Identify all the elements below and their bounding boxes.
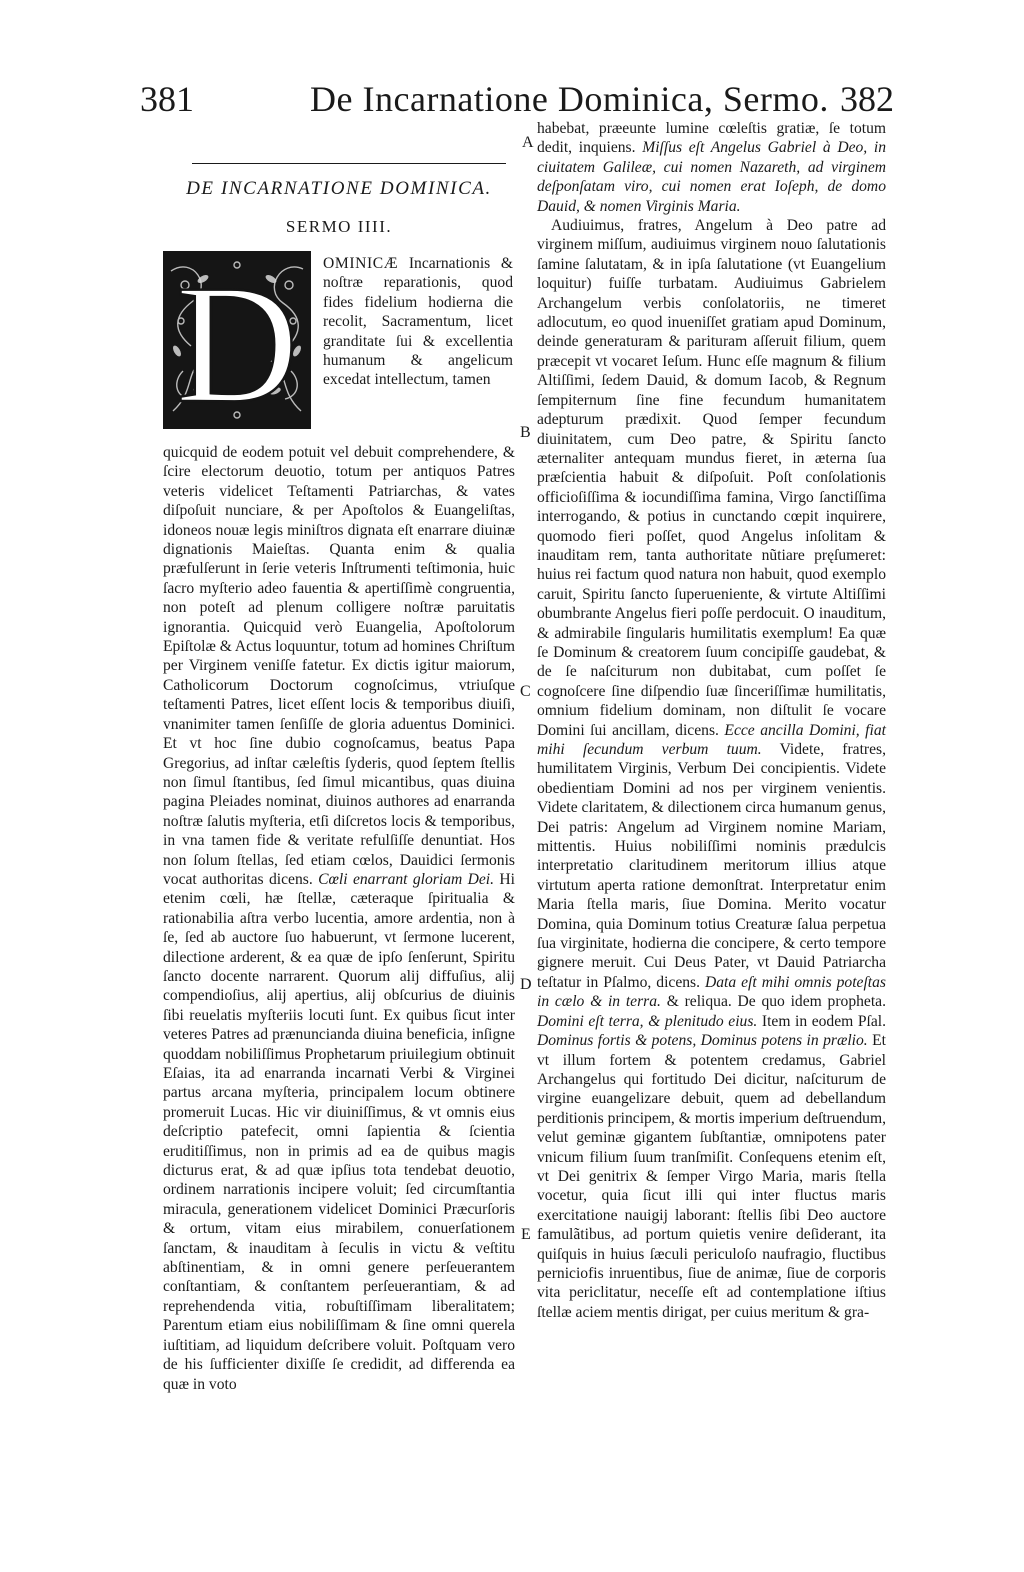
right-paragraph-1 (537, 119, 886, 216)
right-p1-text: habebat, præeunte lumine cœleſtis gratiæ, ſe totum dedit, inquiens. (537, 120, 886, 157)
right-column (537, 119, 886, 1322)
left-body (163, 443, 515, 1394)
right-p2-quote-2: Data eſt mihi omnis poteſtas in cælo & in terra. (537, 973, 886, 1011)
left-quote-psalm: Cœli enarrant gloriam Dei. (318, 870, 495, 888)
right-p2-text-a: Audiuimus, fratres, Angelum à Deo patre ad virginem miſſum, audiuimus virginem nouo ſalutationis ſamine ſalutatam, & in ipſa ſalutatione (vt Euangelium loquitur) fuiſſe turbatam. Audiuimus Gabrielem Archangelum verbis conſolatoriis, ne timeret adlocutum, eo quod inueniſſet gratiam apud Dominum, deinde generaturam & parituram aſſeruit filium, quem præcepit vt vocaret Ieſum. Hunc eſſe magnum & filium Altiſſimi, ſedem Dauid, & domum Iacob, & Regnum ſempiternum ſine fine fecundum humanitatem adepturum prædixit. Quod ſemper fecundum diuinitatem, cum Deo patre, & Spiritu ſancto æternaliter antequam mundus fieret, in æterna ſua præſcientia habuit & diſpoſuit. Poſt conſolationis officioſiſſima & iocundiſſima famina, Virgo ſanctiſſima interrogando, & potius in cunctando cœpit inquirere, quomodo fieri poſſet, quod Angelus inſolitam & inauditam rem, tanta authoritate nũtiare pręſumeret: huius rei factum quod natura non habuit, quod exemplo caruit, Spiritu ſancto ſuperueniente, & virtute Altiſſimi obumbrante Angelus fieri poſſe perdocuit. O inauditum, & admirabile ſingularis humilitatis exemplum! Ea quæ ſe Dominum & creatorem ſuum concipiſſe gaudebat, & de ſe naſciturum non dubitabat, cum poſſet ſe cognoſcere ſine diſpendio ſuæ ſinceriſſimæ humilitatis, omnium fidelium dominam, non diſtulit ſe vocare Domini ſui ancillam, dicens. (537, 217, 886, 739)
section-rule (192, 163, 506, 164)
page-number-right: 382 (840, 79, 894, 119)
margin-letter-b: B (520, 424, 531, 441)
intro-text: Incarnationis & noſtræ reparationis, quod fides fidelium hodierna die recolit, Sacramentum, licet granditate ſui & excellentia humanum & angelicum excedat intellectum, tamen (323, 255, 513, 389)
right-p2-quote-3: Domini eſt terra, & plenitudo eius. (537, 1012, 758, 1030)
intro-paragraph (323, 254, 513, 390)
right-paragraph-2 (537, 216, 886, 1322)
page-number-left: 381 (140, 79, 194, 119)
right-p2-text-c: & reliqua. De quo idem propheta. (666, 993, 886, 1011)
right-p2-text-d: Item in eodem Pſal. (761, 1012, 886, 1030)
left-body-text: quicquid de eodem potuit vel debuit comprehendere, & ſcire electorum deuotio, totum per antiquos Patres veteris videlicet Teſtamenti Patriarchas, & vates diſpoſuit nunciare, & per Apoſtolos & Euangeliſtas, idoneos nouæ legis miniſtros dignata eſt enarrare diuinæ dignationis Maieſtas. Quanta enim & qualia præfulſerunt in ſerie veteris Inſtrumenti teſtimonia, huic ſacro myſterio adeo fauentia & apertiſſimè congruentia, non poteſt ad plenum colligere noſtræ paruitatis ignorantia. Quicquid verò Euangelia, Apoſtolorum Epiſtolæ & Actus loquuntur, totum ad homines Chriſtum per Virginem veniſſe fatetur. Ex dictis igitur maiorum, Catholicorum Doctorum cognoſcimus, vtriuſque teſtamenti Patres, licet eſſent locis & temporibus diuiſi, vnanimiter tamen ſenſiſſe de gloria aduentus Dominici. Et vt hoc ſine dubio cognoſcamus, beatus Papa Gregorius, ad inſtar cæleſtis ſyderis, quod ſeptem ſtellis non ſimul ſtantibus, ſed ſimul micantibus, quas diuina pagina Pleiades nominat, diuinos authores ad enarranda noſtræ ſalutis myſteria, etſi diſcretos locis & temporibus, in vna tamen fide & veritate refulſiſſe denuntiat. Hos non ſolum ſtellas, ſed etiam cœlos, Dauidici ſermonis vocat authoritas dicens. (163, 444, 515, 888)
right-p1-quote: Miſſus eſt Angelus Gabriel à Deo, in ciuitatem Galileæ, cui nomen Nazareth, ad virginem deſponſatam viro, cui nomen erat Ioſeph, de domo Dauid, & nomen Virginis Maria. (537, 139, 887, 215)
right-p2-text-b: Videte, fratres, humilitatem Virginis, Verbum Dei concipientis. Videte obedientiam Domini ad nos per virginem venientis. Videte claritatem, & dilectionem circa humanum genus, Dei patris: Angelum ad Virginem nomine Mariam, mittentis. Huius nobiliſſimi nominis prædulcis interpretatio claritudinem meritorum illius atque virtutum aperta ratione demonſtrat. Interpretatur enim Maria ſtella maris, ſiue Domina. Merito vocatur Domina, quia Dominum totius Creaturæ ſalua perpetua ſua virginitate, hodierna die concipere, & certo tempore gignere meruit. Cui Deus Pater, vt Dauid Patriarcha teſtatur in Pſalmo, dicens. (537, 741, 886, 991)
dropcap-letter: D (175, 251, 299, 429)
left-column (163, 443, 515, 1394)
right-p2-quote-4: Dominus fortis & potens, Dominus potens in prælio. (537, 1032, 868, 1050)
dropcap-initial (163, 251, 311, 429)
intro-first-word: OMINICÆ (323, 255, 399, 272)
section-title: DE INCARNATIONE DOMINICA. (186, 178, 492, 199)
running-title: De Incarnatione Dominica, Sermo. (310, 79, 829, 119)
right-p2-quote-1: Ecce ancilla Domini, fiat mihi ſecundum verbum tuum. (537, 721, 886, 758)
section-subtitle: SERMO IIII. (285, 217, 393, 236)
margin-letter-c: C (520, 683, 531, 700)
left-body-text-2: Hi etenim cœli, hæ ſtellæ, cæteraque ſpiritualia & rationabilia aſtra verbo lucentia, amore ardentia, non à ſe, ſed ab auctore ſuo habuerunt, vt ſermone lucerent, dilectione arderent, & ea quæ de ipſo ſenſerunt, Spiritu ſancto docente narrarent. Quorum alij diffuſius, alij compendioſius, alij apertius, alij obſcurius de diuinis ſibi reuelatis myſteriis locuti ſunt. Ex quibus ſicut inter veteres Patres ad prænuncianda diuina beneficia, inſigne quoddam nobiliſſimus Prophetarum priuilegium obtinuit Eſaias, ita ad enarranda incarnati Verbi & Virginei partus arcana myſteria, principalem locum obtinere promeruit Lucas. Hic vir diuiniſſimus, & vt omnis eius deſcriptio patefecit, omni ſapientia & ſcientia eruditiſſimus, non in primis ad ea de quibus magis dicturus erat, & ad quæ ipſius tota tendebat deuotio, ordinem narrationis incipere voluit; ſed circumſtantia miracula, generationem videlicet Dominici Præcurſoris & ortum, vitam eius mirabilem, conuerſationem ſanctam, & inauditam à ſeculis in victu & veſtitu abſtinentiam, & in omni genere perſeuerantem conſtantiam, & conſtantem perſeuerantiam, & ad reprehendenda vitia, robuſtiſſimam liberalitatem; Parentum etiam eius nobiliſſimam & ſine omni querela iuſtitiam, ad liquidum deſcribere voluit. Poſtquam vero de his ſufficienter dixiſſe ſe credidit, ad differenda ea quæ in voto (163, 870, 516, 1393)
margin-letter-a: A (522, 134, 534, 151)
ornament-vine-icon (163, 251, 311, 429)
margin-letter-d: D (520, 976, 532, 993)
right-p2-text-e: Et vt illum fortem & potentem credamus, Gabriel Archangelus qui fortitudo Dei dicitur, naſciturum de virgine euangelizare debuit, quem ad debellandum perditionis principem, & mortis imperium deſtruendum, velut geminæ gigantem ſubſtantiæ, omnipotens pater vnicum filium ſuum tranſmiſit. Conſequens etenim eſt, vt Dei genitrix & ſemper Virgo Maria, maris ſtella vocetur, quia ſicut illi qui inter fluctus maris exercitatione nauigij laborant: ſtellis ſibi Deo auctore famulãtibus, ad portum quietis venire deſiderant, ita quiſquis in huius ſæculi periculoſo naufragio, fluctibus perniciofis inruentibus, ſiue de animæ, ſiue de corporis vita periclitatur, neceſſe eſt ad contemplatione iſtius ſtellæ aciem mentis dirigat, per cuius meritum & gra- (537, 1032, 886, 1321)
margin-letter-e: E (521, 1226, 531, 1243)
